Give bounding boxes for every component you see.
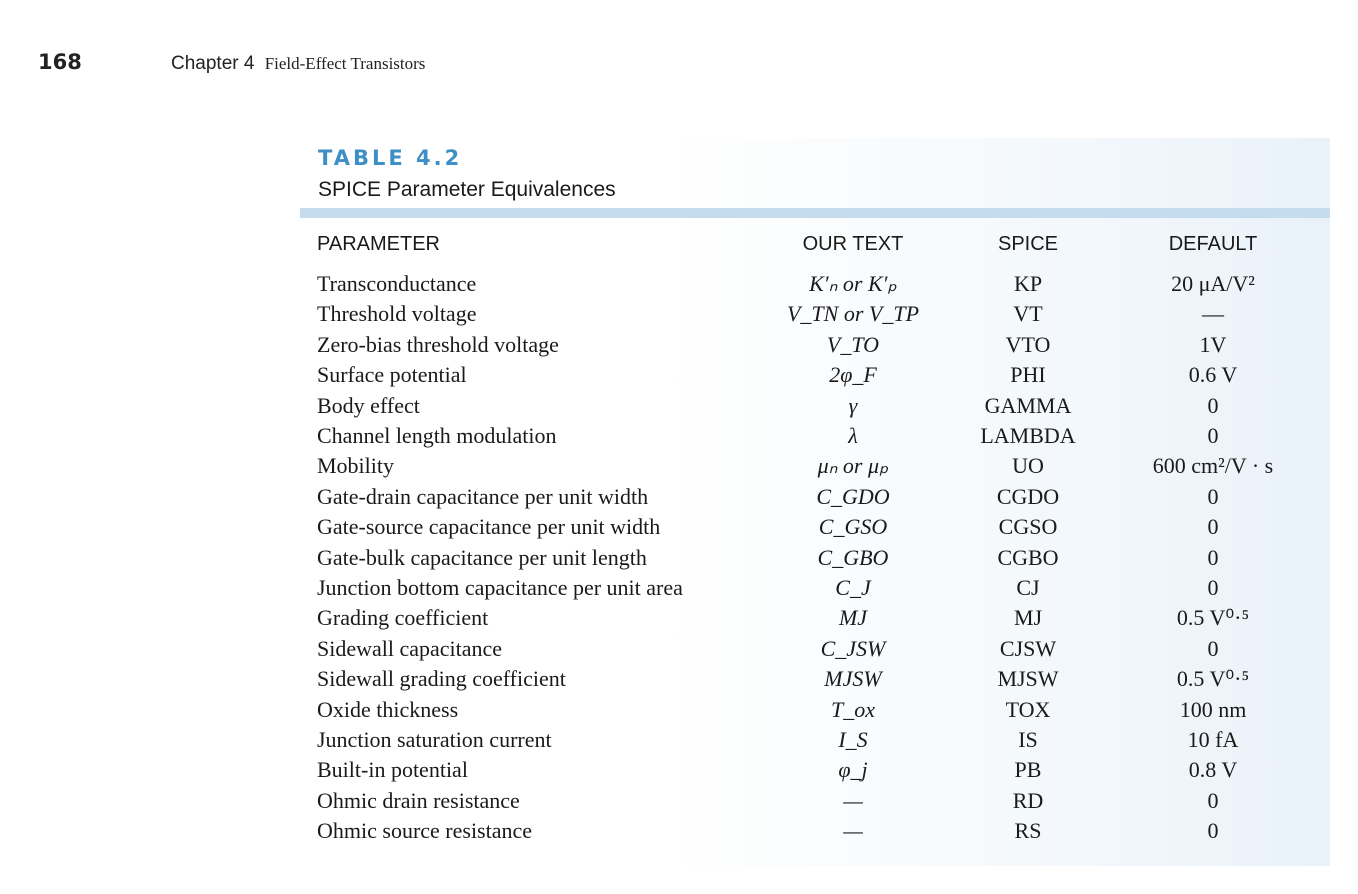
parameter-cell: Built-in potential xyxy=(317,757,468,783)
default-cell: 1V xyxy=(1199,331,1227,357)
our-text-cell: K′ₙ or K′ₚ xyxy=(809,271,897,296)
our-text-cell: 2φ_F xyxy=(829,362,877,388)
our-text-cell: C_JSW xyxy=(820,635,886,661)
parameter-cell: Channel length modulation xyxy=(317,423,557,448)
table-row xyxy=(300,545,1330,575)
spice-cell: RD xyxy=(1012,787,1044,813)
parameter-cell: Threshold voltage xyxy=(317,301,477,327)
spice-cell: MJSW xyxy=(997,666,1059,692)
our-text-cell: T_ox xyxy=(831,696,875,722)
default-cell: 0 xyxy=(1207,392,1219,418)
our-text-cell: — xyxy=(843,787,863,813)
parameter-cell: Mobility xyxy=(317,453,395,479)
default-cell: 0 xyxy=(1207,514,1219,540)
table-row xyxy=(300,271,1330,301)
parameter-cell: Transconductance xyxy=(317,271,477,296)
header-default: DEFAULT xyxy=(1168,233,1258,255)
running-head xyxy=(171,53,425,75)
spice-cell: RS xyxy=(1014,818,1042,844)
parameter-cell: Gate-bulk capacitance per unit length xyxy=(317,544,647,570)
spice-cell: VTO xyxy=(1005,331,1051,357)
spice-cell: CJSW xyxy=(999,635,1057,661)
default-cell: — xyxy=(1202,301,1224,327)
default-cell: 0.8 V xyxy=(1188,757,1238,783)
table-row xyxy=(300,636,1330,666)
spice-cell: TOX xyxy=(1005,696,1051,722)
table-label: TABLE 4.2 xyxy=(318,146,463,170)
header-our-text: OUR TEXT xyxy=(802,233,904,255)
default-cell: 0 xyxy=(1207,423,1219,448)
spice-cell: PHI xyxy=(1010,362,1046,388)
parameter-cell: Gate-source capacitance per unit width xyxy=(317,514,661,540)
spice-cell: IS xyxy=(1018,727,1038,752)
spice-cell: CGDO xyxy=(996,483,1060,509)
table-row xyxy=(300,757,1330,787)
spice-cell: VT xyxy=(1013,301,1043,327)
table-row xyxy=(300,697,1330,727)
default-cell: 0.6 V xyxy=(1188,362,1238,388)
table-row xyxy=(300,514,1330,544)
default-cell: 0 xyxy=(1207,787,1219,813)
parameter-cell: Surface potential xyxy=(317,362,467,388)
our-text-cell: μₙ or μₚ xyxy=(817,453,889,479)
chapter-title: Field-Effect Transistors xyxy=(264,54,426,73)
default-cell: 0 xyxy=(1207,575,1219,600)
our-text-cell: C_GDO xyxy=(816,483,890,509)
parameter-cell: Junction bottom capacitance per unit area xyxy=(317,575,683,600)
spice-cell: LAMBDA xyxy=(980,423,1076,448)
default-cell: 0 xyxy=(1207,635,1219,661)
our-text-cell: λ xyxy=(848,423,858,448)
our-text-cell: C_GSO xyxy=(818,514,888,540)
header-spice: SPICE xyxy=(997,233,1059,255)
table-row xyxy=(300,575,1330,605)
default-cell: 20 μA/V² xyxy=(1171,271,1255,296)
table-caption: SPICE Parameter Equivalences xyxy=(318,178,616,201)
spice-cell: CGSO xyxy=(998,514,1058,540)
default-cell: 0 xyxy=(1207,483,1219,509)
chapter-label: Chapter 4 xyxy=(171,53,255,74)
spice-cell: GAMMA xyxy=(984,392,1072,418)
spice-cell: CGBO xyxy=(997,544,1059,570)
parameter-cell: Junction saturation current xyxy=(317,727,552,752)
our-text-cell: V_TO xyxy=(826,331,880,357)
our-text-cell: C_J xyxy=(835,575,871,600)
parameter-cell: Body effect xyxy=(317,392,420,418)
table-row xyxy=(300,818,1330,848)
table-row xyxy=(300,332,1330,362)
our-text-cell: MJ xyxy=(838,605,868,631)
parameter-cell: Grading coefficient xyxy=(317,605,489,631)
table-panel xyxy=(300,138,1330,866)
default-cell: 0 xyxy=(1207,544,1219,570)
spice-cell: KP xyxy=(1013,271,1043,296)
table-row xyxy=(300,301,1330,331)
table-row xyxy=(300,605,1330,635)
table-row xyxy=(300,666,1330,696)
table-row xyxy=(300,788,1330,818)
table-row xyxy=(300,453,1330,483)
our-text-cell: V_TN or V_TP xyxy=(786,301,920,327)
default-cell: 0 xyxy=(1207,818,1219,844)
default-cell: 0.5 V⁰·⁵ xyxy=(1176,666,1250,692)
our-text-cell: MJSW xyxy=(824,666,882,692)
parameter-cell: Ohmic source resistance xyxy=(317,818,533,844)
our-text-cell: — xyxy=(843,818,863,844)
table-row xyxy=(300,484,1330,514)
table-row xyxy=(300,362,1330,392)
parameter-cell: Sidewall grading coefficient xyxy=(317,666,566,692)
default-cell: 600 cm²/V · s xyxy=(1152,453,1274,479)
page-number: 168 xyxy=(38,50,82,74)
our-text-cell: I_S xyxy=(838,727,868,752)
spice-cell: CJ xyxy=(1016,575,1040,600)
table-row xyxy=(300,423,1330,453)
parameter-cell: Sidewall capacitance xyxy=(317,635,503,661)
parameter-cell: Zero-bias threshold voltage xyxy=(317,331,559,357)
table-row xyxy=(300,727,1330,757)
our-text-cell: φ_j xyxy=(838,757,868,783)
parameter-cell: Ohmic drain resistance xyxy=(317,787,520,813)
default-cell: 100 nm xyxy=(1179,696,1247,722)
our-text-cell: γ xyxy=(848,392,858,418)
table-row xyxy=(300,393,1330,423)
parameter-cell: Gate-drain capacitance per unit width xyxy=(317,483,649,509)
default-cell: 10 fA xyxy=(1187,727,1239,752)
default-cell: 0.5 V⁰·⁵ xyxy=(1176,605,1250,631)
parameter-cell: Oxide thickness xyxy=(317,696,459,722)
spice-cell: UO xyxy=(1012,453,1044,479)
caption-rule xyxy=(300,208,1330,218)
spice-cell: MJ xyxy=(1013,605,1043,631)
header-parameter: PARAMETER xyxy=(317,233,440,255)
spice-cell: PB xyxy=(1014,757,1042,783)
our-text-cell: C_GBO xyxy=(817,544,889,570)
